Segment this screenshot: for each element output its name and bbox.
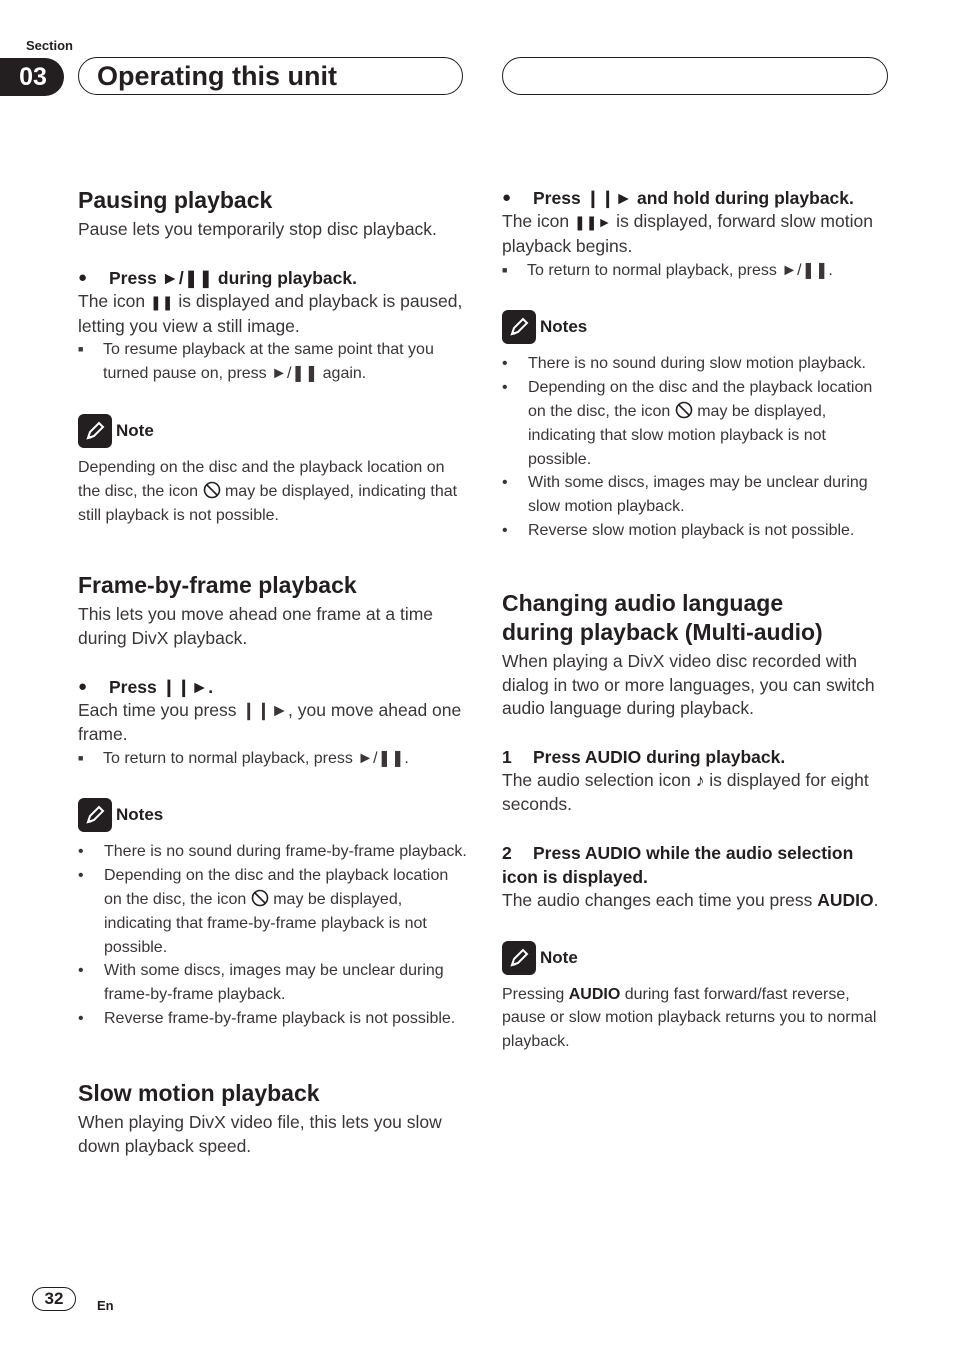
section-label: Section: [26, 38, 73, 53]
pausing-tip: ■ To resume playback at the same point that you turned pause on, press ►/❚❚ again.: [78, 338, 468, 386]
no-entry-icon: [675, 401, 693, 419]
note-pencil-icon: [78, 798, 112, 832]
audio-step-1-desc: The audio selection icon ♪ is displayed for eight seconds.: [502, 770, 869, 814]
section-number: 03: [0, 58, 64, 96]
pause-icon: ❚❚: [149, 293, 174, 310]
frame-notes-header: Notes: [78, 798, 468, 832]
slow-step: ● Press ❙❙► and hold during playback.: [502, 188, 854, 208]
square-bullet-icon: ■: [78, 344, 84, 355]
frame-heading: Frame-by-frame playback: [78, 572, 357, 599]
pausing-note-text: Depending on the disc and the playback location on the disc, the icon may be displayed, indicating that still playback is not possible.: [78, 458, 458, 524]
audio-note-text: Pressing AUDIO during fast forward/fast reverse, pause or slow motion playback returns you to normal playback.: [502, 985, 877, 1051]
list-item: • Reverse frame-by-frame playback is not possible.: [78, 1009, 456, 1027]
audio-intro: When playing a DivX video disc recorded with dialog in two or more languages, you can switch audio language during playback.: [502, 650, 875, 719]
frame-intro: This lets you move ahead one frame at a time during DivX playback.: [78, 604, 434, 649]
page-number: 32: [32, 1287, 76, 1311]
list-item: • Reverse slow motion playback is not possible.: [502, 521, 855, 539]
slow-motion-icon: ❚❚►: [573, 214, 612, 230]
list-item: • Depending on the disc and the playback location on the disc, the icon may be displayed, indicating that slow motion playback is not possible.: [502, 379, 873, 468]
frame-desc: Each time you press ❙❙►, you move ahead one frame.: [78, 699, 462, 744]
page-title: Operating this unit: [78, 57, 463, 95]
frame-step: ● Press ❙❙►.: [78, 676, 214, 697]
right-column: [502, 186, 892, 1054]
pausing-intro: Pause lets you temporarily stop disc playback.: [78, 219, 437, 239]
frame-notes-list: [78, 840, 468, 1030]
audio-step-1: 1 Press AUDIO during playback.: [502, 747, 786, 768]
language-label: En: [97, 1298, 114, 1313]
step-number: 2: [502, 842, 512, 863]
audio-step-2: 2 Press AUDIO while the audio selection icon is displayed.: [502, 842, 854, 887]
square-bullet-icon: ■: [502, 264, 508, 275]
note-pencil-icon: [78, 414, 112, 448]
frame-tip: ■ To return to normal playback, press ►/❚❚.: [78, 747, 468, 771]
audio-note-icon: ♪: [695, 770, 705, 791]
step-number: 1: [502, 747, 512, 768]
pausing-heading: Pausing playback: [78, 187, 273, 213]
left-column: [78, 186, 468, 1158]
slow-notes-header: Notes: [502, 310, 892, 344]
note-pencil-icon: [502, 941, 536, 975]
square-bullet-icon: ■: [78, 752, 84, 763]
note-title: Note: [116, 420, 154, 440]
no-entry-icon: [203, 481, 221, 499]
audio-heading: Changing audio language during playback (Multi-audio): [502, 589, 823, 645]
slow-notes-list: [502, 352, 892, 542]
audio-step-2-desc: The audio changes each time you press AUDIO.: [502, 889, 879, 910]
bullet-icon: ●: [502, 189, 512, 206]
bullet-icon: ●: [78, 268, 88, 286]
list-item: • There is no sound during slow motion playback.: [502, 355, 866, 373]
pausing-note-header: [78, 414, 468, 448]
pausing-desc: The icon ❚❚ is displayed and playback is paused, letting you view a still image.: [78, 290, 463, 336]
list-item: • With some discs, images may be unclear during frame-by-frame playback.: [78, 962, 444, 1004]
bullet-icon: ●: [78, 677, 88, 695]
slow-intro: When playing DivX video file, this lets you slow down playback speed.: [78, 1111, 442, 1156]
slow-desc: The icon ❚❚► is displayed, forward slow motion playback begins.: [502, 211, 873, 256]
header-blank-box: [502, 57, 888, 95]
slow-tip: ■ To return to normal playback, press ►/❚❚.: [502, 259, 892, 283]
no-entry-icon: [251, 889, 269, 907]
pausing-step: [78, 266, 468, 290]
list-item: • Depending on the disc and the playback location on the disc, the icon may be displayed, indicating that frame-by-frame playback is not possible.: [78, 867, 449, 956]
audio-note-header: Note: [502, 941, 892, 975]
pausing-step-text: Press ►/❚❚ during playback.: [109, 267, 357, 288]
list-item: • There is no sound during frame-by-frame playback.: [78, 843, 467, 861]
slow-heading: Slow motion playback: [78, 1079, 320, 1106]
note-pencil-icon: [502, 310, 536, 344]
list-item: • With some discs, images may be unclear during slow motion playback.: [502, 474, 868, 516]
